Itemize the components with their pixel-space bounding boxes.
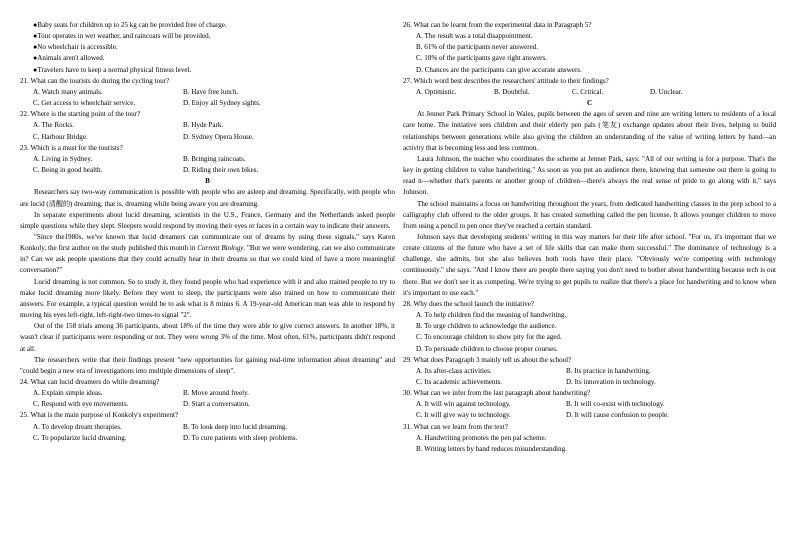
options-row: [20, 154, 395, 165]
question-27: 27. Which word best describes the researchers' attitude to their findings?: [403, 76, 609, 85]
passage-paragraph: At Jenner Park Primary School in Wales, pupils between the ages of seven and nine are writing letters to residents of a local care home. The initiative sees children and their elderly pen pals (笔友) exchange updates about their lives, helping to build relationships between generations while also giving the children an understanding of the value of writing letters by hand—an activity that is becoming less and less common.: [403, 110, 776, 152]
question-26: 26. What can be learnt from the experimental data in Paragraph 5?: [403, 21, 592, 29]
journal-title: Current Biology: [197, 244, 244, 253]
option: C. Critical.: [572, 87, 604, 96]
question-31: 31. What can we learn from the text?: [403, 422, 509, 431]
option: A. Optimistic.: [416, 87, 457, 96]
option: A. Living in Sydney.: [33, 154, 93, 163]
question-21: 21. What can the tourists do during the cycling tour?: [20, 76, 170, 85]
tour-note: ●Travelers have to keep a normal physical fitness level.: [33, 65, 192, 74]
option: B. To look deep into lucid dreaming.: [183, 422, 288, 431]
option: D. Enjoy all Sydney sights.: [183, 99, 261, 108]
option: A. The result was a total disappointment.: [416, 32, 533, 41]
option: C. Being in good health.: [33, 166, 103, 175]
question-30: 30. What can we infer from the last paragraph about handwriting?: [403, 389, 591, 398]
question-24: 24. What can lucid dreamers do while dreaming?: [20, 378, 160, 386]
option: A. Handwriting promotes the pen pal scheme.: [416, 433, 547, 442]
option: A. The Rocks.: [33, 121, 74, 130]
option: C. To popularize lucid dreaming.: [33, 433, 127, 442]
option: D. To cure patients with sleep problems.: [183, 433, 298, 442]
paragraph-text: "Since the1980s, we've known that lucid dreamers can communicate out of dreams by using these signals," says Karen Konkoly, the first author on the study published this month in: [20, 232, 395, 253]
question-28: 28. Why does the school launch the initiative?: [403, 299, 535, 308]
option: B. Move around freely.: [183, 389, 249, 398]
passage-paragraph: Johnson says that developing students' writing in this way matters for their life after school. "For us, it's important that we create citizens of the future who have a set of life skills that can make them successful." The dominance of technology is a challenge, she admits, but she also believes both tools have their place. "Obviously we're competing with technology continuously." she says. "And I know there are people there saying you don't need to bother about handwriting because tech is out there. But we don't see it as competing. We're trying to get pupils to realize that there's a place for handwriting and to know when it's important to use each.": [403, 232, 776, 297]
option: D. Riding their own bikes.: [183, 166, 259, 175]
right-column: [403, 20, 776, 455]
option: C. 18% of the participants gave right answers.: [416, 54, 548, 63]
passage-paragraph: Researchers say two-way communication is possible with people who are asleep and dreaming. Specifically, with people who are lucid (清醒的) dreaming, that is, dreaming while being aware you are dreaming.: [20, 188, 395, 208]
option: C. Harbour Bridge.: [33, 132, 88, 141]
passage-paragraph: [20, 232, 395, 277]
option: D. Chances are the participants can give accurate answers.: [416, 65, 582, 74]
option: B. Its practice in handwriting.: [566, 366, 651, 375]
section-heading-b: B: [205, 177, 210, 186]
tour-note: ●Animals aren't allowed.: [33, 54, 105, 63]
option: A. It will win against technology.: [416, 400, 511, 409]
question-22: 22. Where is the starting point of the tour?: [20, 110, 141, 119]
tour-note: ●Baby seats for children up to 25 kg can be provided free of charge.: [33, 21, 227, 29]
option: B. Hyde Park.: [183, 121, 224, 130]
option: B. 61% of the participants never answered.: [416, 43, 539, 52]
option: C. To encourage children to show pity for the aged.: [416, 333, 562, 342]
passage-paragraph: The researchers write that their findings present "new opportunities for gaining real-time information about dreaming" and "could begin a new era of investigations into multiple dimensions of sleep".: [20, 355, 395, 375]
option: B. To urge children to acknowledge the audience.: [416, 322, 557, 331]
question-29: 29. What does Paragraph 3 mainly tell us about the school?: [403, 355, 572, 364]
options-row: [20, 165, 395, 176]
option: B. Writing letters by hand reduces misunderstanding.: [416, 444, 567, 453]
option: D. To persuade children to choose proper courses.: [416, 344, 558, 353]
option: D. Its innovation in technology.: [566, 378, 656, 386]
section-heading-c: C: [586, 99, 593, 108]
tour-note: ●No wheelchair is accessible.: [33, 43, 118, 52]
option: D. Sydney Opera House.: [183, 132, 254, 141]
question-23: 23. Which is a must for the tourists?: [20, 143, 123, 152]
option: A. Explain simple ideas.: [33, 389, 103, 398]
options-row: [403, 87, 776, 98]
passage-paragraph: Lucid dreaming is not common. So to study it, they found people who had experience with it and also trained people to try to make lucid dreaming more likely. Before they went to sleep, the participants were also trained on how to communicate their answers. For example, a typical question would be to ask what is 8 minus 6. A 19-year-old American man was able to respond by moving his eyes left-right, left-right-two times-to signal "2".: [20, 277, 395, 320]
passage-paragraph: Laura Johnson, the teacher who coordinates the scheme at Jenner Park, says: "All of our writing is for a purpose. That's the key in getting children to value handwriting." As soon as you put an audience there, knowing that someone out there is going to read it—whether that's parents or another group of children—there's always the real sense of pride to go along with it," says Johnson.: [403, 154, 776, 197]
left-column: [20, 20, 395, 444]
options-row: [20, 87, 395, 98]
options-row: [20, 399, 395, 410]
option: D. Unclear.: [650, 87, 683, 96]
options-row: [20, 433, 395, 444]
passage-paragraph: The school maintains a focus on handwriting throughout the years, from dedicated handwriting classes in the prep school to a calligraphy club offered to the older groups. It has created something called the pen license. It allows younger children to move from using a pencil to pen once they've reached a certain standard.: [403, 199, 776, 230]
options-row: [403, 366, 776, 377]
options-row: [403, 377, 776, 388]
options-row: [20, 120, 395, 131]
option: A. Watch many animals.: [33, 87, 103, 96]
question-25: 25. What is the main purpose of Konkoly's experiment?: [20, 411, 179, 420]
options-row: [403, 399, 776, 410]
options-row: [20, 132, 395, 143]
options-row: [403, 410, 776, 421]
option: B. Bringing raincoats.: [183, 154, 246, 163]
option: A. To help children find the meaning of handwriting.: [416, 311, 567, 320]
option: B. It will co-exist with technology.: [566, 400, 665, 409]
option: D. It will cause confusion to people.: [566, 411, 669, 420]
option: C. Respond with eye movements.: [33, 400, 129, 409]
options-row: [20, 422, 395, 433]
option: B. Doubtful.: [494, 87, 530, 96]
option: A. Its after-class activities.: [416, 366, 492, 375]
tour-note: ●Tour operates in wet weather, and raincoats will be provided.: [33, 32, 211, 41]
option: D. Start a conversation.: [183, 400, 250, 409]
passage-paragraph: Out of the 158 trials among 36 participants, about 18% of the time they were able to give correct answers. In another 18%, it wasn't clear if participants were responding or not. They were wrong 3% of the time. Most often, 61%, participants didn't respond at all.: [20, 322, 395, 353]
options-row: [20, 388, 395, 399]
option: C. Its academic achievements.: [416, 378, 503, 386]
option: A. To develop dream therapies.: [33, 422, 122, 431]
paragraph-text: . "But we were wondering, can we also communicate in? Can we ask people questions that they could actually hear in their dreams so that we could kind of have a more meaningful conversation?": [20, 244, 396, 275]
options-row: [20, 98, 395, 109]
option: C. Get access to wheelchair service.: [33, 99, 136, 108]
option: C. It will give way to technology.: [416, 411, 511, 420]
passage-paragraph: In separate experiments about lucid dreaming, scientists in the U.S., France, Germany and the Netherlands asked people simple questions while they slept. Sleepers would respond by moving their eyes or faces in a certain way to indicate their answers.: [20, 210, 395, 230]
option: B. Have free lunch.: [183, 87, 239, 96]
